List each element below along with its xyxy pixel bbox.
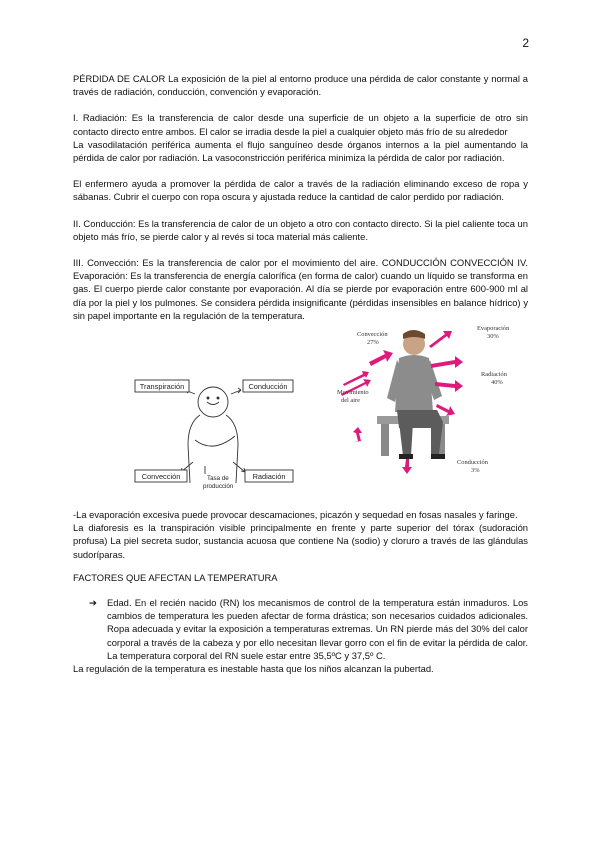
photo-label-conduccion: Conducción	[457, 459, 488, 467]
person-shirt	[395, 355, 433, 412]
photo-label-evaporacion: Evaporación	[477, 325, 510, 333]
photo-label-evaporacion-pct: 30%	[487, 333, 499, 341]
document-body	[73, 72, 528, 675]
heading-factores: FACTORES QUE AFECTAN LA TEMPERATURA	[73, 571, 278, 583]
paragraph-conduccion: II. Conducción: Es la transferencia de calor de un objeto a otro con contacto directo. Si la piel caliente toca un objeto más frío, se pierde calor y al revés si toca material más caliente.	[73, 217, 528, 242]
photo-label-movimiento: Movimiento	[337, 389, 369, 397]
diagram-label-transpiracion: Transpiración	[139, 382, 185, 392]
paragraph-enfermero: El enfermero ayuda a promover la pérdida de calor a través de la radiación eliminando exceso de ropa y sábanas. Cubrir el cuerpo con ropa oscura y ajustada reduce la cantidad de calor perdido por radiación.	[73, 178, 528, 203]
paragraph-diaforesis: La diaforesis es la transpiración visible principalmente en frente y parte superior del tórax (sudoración profusa) La piel secreta sudor, sustancia acuosa que contiene Na (sodio) y cloruro a través de las glándulas sudoríparas.	[73, 522, 528, 560]
figures-row	[73, 324, 528, 502]
diagram-label-tasa: Tasa de	[207, 475, 229, 483]
heat-loss-diagram	[133, 372, 295, 494]
bullet-edad-text: Edad. En el recién nacido (RN) los mecanismos de control de la temperatura están inmaduros. Los cambios de temperatura les pueden afectar de forma drástica; son necesarios cuidados adicionales. Ropa adecuada y evitar la exposición a temperaturas extremas. Un RN pierde más del 30% del calor corporal a través de la cabeza y por ello necesitan llevar gorro con el fin de evitar la pérdida de calor. La temperatura corporal del RN suele estar entre 35,5ºC y 37,5º C.	[107, 597, 528, 661]
paragraph-radiacion: I. Radiación: Es la transferencia de calor desde una superficie de un objeto a la superficie de otro sin contacto directo entre ambos. El calor se irradia desde la piel a cualquier objeto más frío de su alrededor	[73, 112, 528, 137]
diagram-label-conduccion: Conducción	[248, 382, 288, 392]
photo-label-radiacion-pct: 40%	[491, 379, 503, 387]
seated-man-illustration	[317, 324, 523, 474]
diagram-label-produccion: producción	[203, 483, 234, 491]
photo-label-radiacion: Radiación	[481, 371, 507, 379]
paragraph-vasodilatacion: La vasodilatación periférica aumenta el flujo sanguíneo desde órganos internos a la piel aumentando la pérdida de calor por radiación. La vasoconstricción periférica minimiza la pérdida de calor por radiación.	[73, 138, 528, 164]
paragraph-evaporacion-excesiva: -La evaporación excesiva puede provocar descamaciones, picazón y sequedad en fosas nasales y faringe.	[73, 509, 518, 521]
paragraph-regulacion: La regulación de la temperatura es inestable hasta que los niños alcanzan la pubertad.	[73, 663, 434, 675]
photo-label-del-aire: del aire	[341, 397, 360, 405]
diagram-label-conveccion: Convección	[141, 472, 181, 482]
paragraph-conveccion-evaporacion: III. Convección: Es la transferencia de calor por el movimiento del aire. CONDUCCIÓN CONVECCIÓN IV. Evaporación: Es la transferencia de energía calorífica (en forma de calor) cuando un líquido se transforma en gas. El cuerpo pierde calor constante por evaporación. Al día se pierde por evaporación entre 600-900 ml al día por la piel y los pulmones. Se considera pérdida insignificante (pérdidas insensibles en balance hídrico) y sin papel importante en la regulación de la temperatura.	[73, 257, 528, 321]
paragraph-perdida-calor: PÉRDIDA DE CALOR La exposición de la piel al entorno produce una pérdida de calor constante y normal a través de radiación, conducción, convención y evaporación.	[73, 73, 528, 98]
page-number: 2	[522, 36, 529, 50]
diagram-label-radiacion: Radiación	[252, 472, 286, 482]
arrow-bullet-icon: ➔	[89, 597, 97, 609]
photo-label-conveccion-pct: 27%	[367, 339, 379, 347]
photo-label-conveccion: Convección	[357, 331, 388, 339]
bullet-edad	[73, 596, 528, 662]
photo-label-conduccion-pct: 3%	[471, 467, 480, 475]
